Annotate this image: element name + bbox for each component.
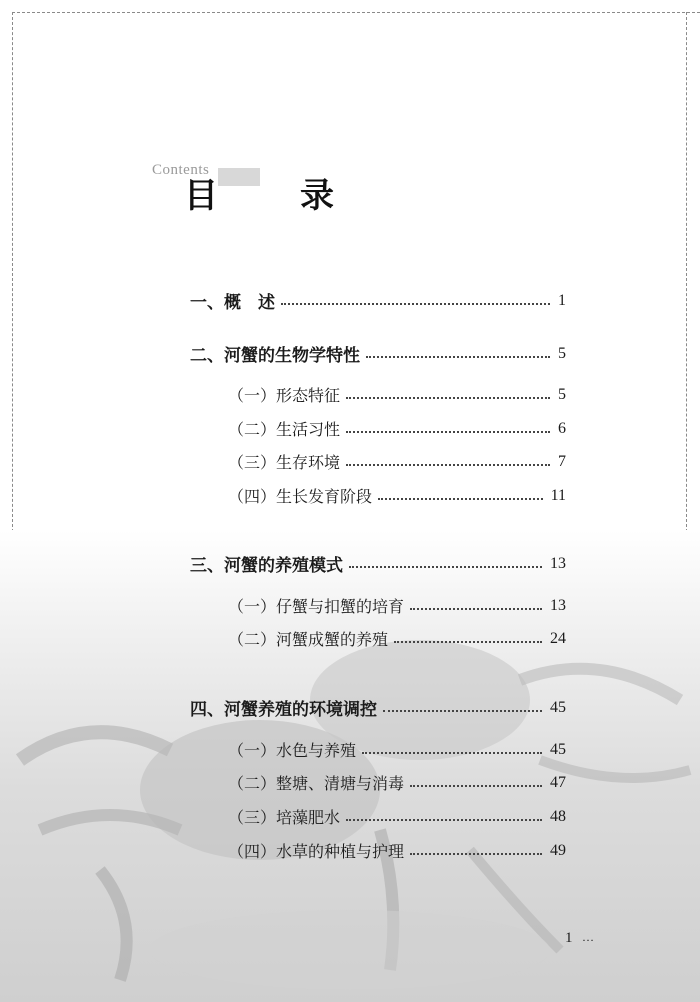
toc-entry[interactable] [228,450,566,473]
toc-entry-label: （一）水色与养殖 [228,741,357,760]
toc-entry-label: （三）培藻肥水 [228,808,341,827]
toc-entry[interactable] [228,738,566,761]
toc-entry[interactable] [228,771,566,794]
toc-entry[interactable] [228,484,566,507]
toc-entry-page: 5 [558,344,566,362]
toc-entry-label: （三）生存环境 [228,453,341,472]
toc-entry-page: 48 [550,807,566,825]
toc-leader-dots [346,431,550,433]
toc-entry-page: 45 [550,698,566,716]
toc-entry[interactable] [228,805,566,828]
toc-entry-page: 49 [550,841,566,859]
toc-entry[interactable] [228,383,566,406]
toc-leader-dots [378,498,543,500]
toc-entry-page: 24 [550,629,566,647]
crop-border-left [12,12,13,532]
toc-entry-page: 7 [558,452,566,470]
toc-leader-dots [349,566,542,568]
toc-leader-dots [281,303,550,305]
toc-entry[interactable] [228,839,566,862]
crop-border-right [686,12,687,532]
toc-entry[interactable] [228,594,566,617]
page-number-marker: … [582,930,594,944]
toc-leader-dots [346,397,550,399]
page-number: 1 [565,930,573,946]
toc-entry-label: （一）仔蟹与扣蟹的培育 [228,597,405,616]
toc-entry-label: （四）水草的种植与护理 [228,842,405,861]
toc-entry[interactable] [190,551,566,576]
toc-entry-page: 13 [550,554,566,572]
toc-entry-page: 6 [558,419,566,437]
toc-entry-label: 四、河蟹养殖的环境调控 [190,700,377,720]
toc-leader-dots [346,819,542,821]
toc-entry-label: 一、概 述 [190,293,275,313]
toc-leader-dots [410,785,542,787]
toc-entry-page: 13 [550,596,566,614]
toc-entry-page: 1 [558,291,566,309]
contents-label: Contents [152,162,210,178]
toc-entry-label: （一）形态特征 [228,386,341,405]
toc-entry[interactable] [228,417,566,440]
toc-leader-dots [383,710,542,712]
toc-entry[interactable] [228,627,566,650]
page-title: 目 录 [184,176,358,216]
toc-leader-dots [394,641,542,643]
toc-entry-page: 5 [558,385,566,403]
toc-leader-dots [346,464,550,466]
toc-leader-dots [410,853,542,855]
toc-leader-dots [362,752,542,754]
toc-leader-dots [410,608,542,610]
toc-entry-page: 45 [550,740,566,758]
toc-leader-dots [366,356,550,358]
toc-entry-label: （四）生长发育阶段 [228,487,373,506]
toc-entry-label: 二、河蟹的生物学特性 [190,346,360,366]
toc-entry-page: 11 [550,486,566,504]
toc-entry[interactable] [190,288,566,313]
toc-entry[interactable] [190,695,566,720]
toc-entry-page: 47 [550,773,566,791]
toc-entry-label: （二）河蟹成蟹的养殖 [228,630,389,649]
toc-entry-label: 三、河蟹的养殖模式 [190,556,343,576]
toc-entry[interactable] [190,341,566,366]
toc-entry-label: （二）生活习性 [228,420,341,439]
crop-border-top [12,12,700,13]
toc-entry-label: （二）整塘、清塘与消毒 [228,774,405,793]
